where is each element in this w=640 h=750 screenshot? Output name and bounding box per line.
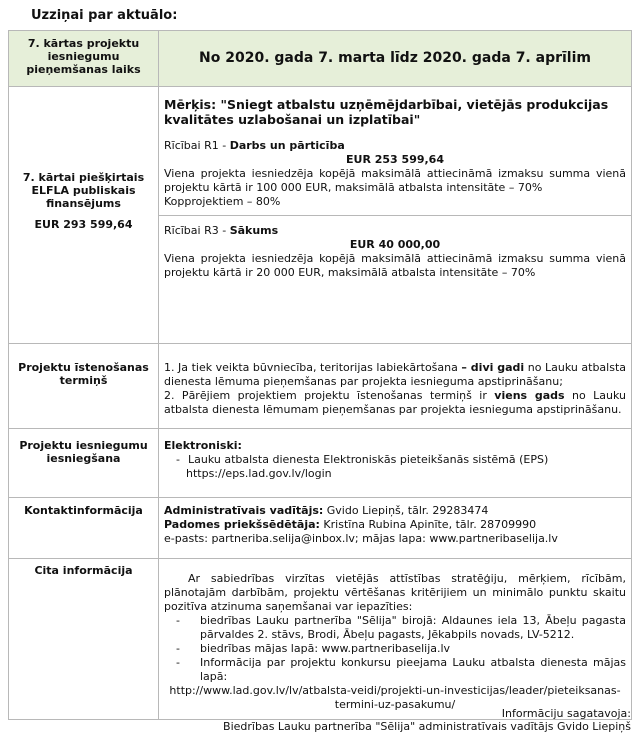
contact-row xyxy=(9,498,632,559)
other-info-item-office: - biedrības Lauku partnerība "Sēlija" birojā: Aldaunes iela 13, Ābeļu pagasta pārvaldes 2. stāvs, Brodi, Ābeļu pagasts, Jēkabpils novads, LV-5212. xyxy=(164,614,626,642)
footer xyxy=(223,707,631,733)
submission-method: Elektroniski: xyxy=(164,439,242,452)
period-value: No 2020. gada 7. marta līdz 2020. gada 7. aprīlim xyxy=(199,50,591,66)
other-info-item-lad: - Informācija par projektu konkursu pieejama Lauku atbalsta dienesta mājas lapā: xyxy=(164,656,626,684)
r1-joint-projects: Kopprojektiem – 80% xyxy=(164,195,281,208)
goal-text: Mērķis: "Sniegt atbalstu uzņēmējdarbībai, vietējās produkcijas kvalitātes uzlabošanai un izplatībai" xyxy=(164,97,609,127)
contact-label: Kontaktinformācija xyxy=(24,504,143,517)
period-row xyxy=(9,31,632,87)
term-label-cell xyxy=(9,344,159,429)
chair-contact: Padomes priekšsēdētāja: Kristīna Rubina Apinīte, tālr. 28709990 xyxy=(164,518,537,531)
funding-amount: EUR 293 599,64 xyxy=(34,218,133,231)
term-item-2: 2. Pārējiem projektiem projektu īstenošanas termiņš ir viens gads no Lauku atbalsta dienesta lēmumam pieņemšanas par projekta iesnieguma apstiprināšanu. xyxy=(164,389,627,416)
r3-description: Viena projekta iesniedzēja kopējā maksimālā attiecināmā izmaksu summa vienā projektu kārtā ir 20 000 EUR, maksimālā atbalsta intensitāte – 70% xyxy=(164,252,626,279)
email-website: e-pasts: partneriba.selija@inbox.lv; mājas lapa: www.partneribaselija.lv xyxy=(164,532,558,545)
submission-label: Projektu iesniegumu iesniegšana xyxy=(19,439,148,465)
funding-label-cell xyxy=(9,87,159,344)
section-divider xyxy=(159,215,631,224)
r1-description: Viena projekta iesniedzēja kopējā maksimālā attiecināmā izmaksu summa vienā projektu kārtā ir 100 000 EUR, maksimālā atbalsta intensitāte – 70% xyxy=(164,167,626,194)
contact-label-cell xyxy=(9,498,159,559)
lad-url[interactable]: http://www.lad.gov.lv/lv/atbalsta-veidi/projekti-un-investicijas/leader/pieteiksanas-termini-uz-pasakumu/ xyxy=(169,684,621,711)
r1-title: Rīcībai R1 - Darbs un pārticība xyxy=(164,139,345,152)
other-info-label-cell xyxy=(9,559,159,720)
other-info-detail-cell xyxy=(159,559,632,720)
footer-prepared-by: Informāciju sagatavoja: xyxy=(501,707,631,720)
period-value-cell xyxy=(159,31,632,87)
term-item-1: 1. Ja tiek veikta būvniecība, teritorijas labiekārtošana – divi gadi no Lauku atbalsta dienesta lēmuma pieņemšanas par projekta iesnieguma apstiprināšanu; xyxy=(164,361,627,388)
term-detail-cell xyxy=(159,344,632,429)
submission-link[interactable]: https://eps.lad.gov.lv/login xyxy=(186,467,332,480)
funding-row xyxy=(9,87,632,344)
submission-detail-cell xyxy=(159,429,632,498)
contact-detail-cell xyxy=(159,498,632,559)
submission-system: - Lauku atbalsta dienesta Elektroniskās pieteikšanās sistēmā (EPS) xyxy=(164,453,626,467)
r3-amount: EUR 40 000,00 xyxy=(349,238,441,251)
other-info-label: Cita informācija xyxy=(34,564,133,577)
r3-name: Sākums xyxy=(229,224,279,237)
other-info-item-website: - biedrības mājas lapā: www.partneribaselija.lv xyxy=(164,642,626,656)
page-heading: Uzziņai par aktuālo: xyxy=(31,8,178,23)
r3-title: Rīcībai R3 - Sākums xyxy=(164,224,279,237)
r1-amount: EUR 253 599,64 xyxy=(346,153,444,166)
term-row xyxy=(9,344,632,429)
period-label-cell xyxy=(9,31,159,87)
funding-label: 7. kārtai piešķirtais ELFLA publiskais finansējums xyxy=(22,171,145,210)
funding-detail-cell xyxy=(159,87,632,344)
other-info-intro: Ar sabiedrības virzītas vietējās attīstības stratēģiju, mērķiem, rīcībām, plānotajām darbībām, projektu vērtēšanas kritērijiem un minimālo punktu skaitu pozitīva atzinuma saņemšanai var iepazīties: xyxy=(164,572,626,613)
term-label: Projektu īstenošanas termiņš xyxy=(18,361,149,387)
submission-label-cell xyxy=(9,429,159,498)
r1-name: Darbs un pārticība xyxy=(229,139,345,152)
submission-row xyxy=(9,429,632,498)
other-info-row xyxy=(9,559,632,720)
info-table xyxy=(8,30,632,720)
footer-author: Biedrības Lauku partnerība "Sēlija" administratīvais vadītājs Gvido Liepiņš xyxy=(223,720,631,733)
period-label: 7. kārtas projektu iesniegumu pieņemšanas laiks xyxy=(26,37,141,76)
admin-contact: Administratīvais vadītājs: Gvido Liepiņš, tālr. 29283474 xyxy=(164,504,489,517)
